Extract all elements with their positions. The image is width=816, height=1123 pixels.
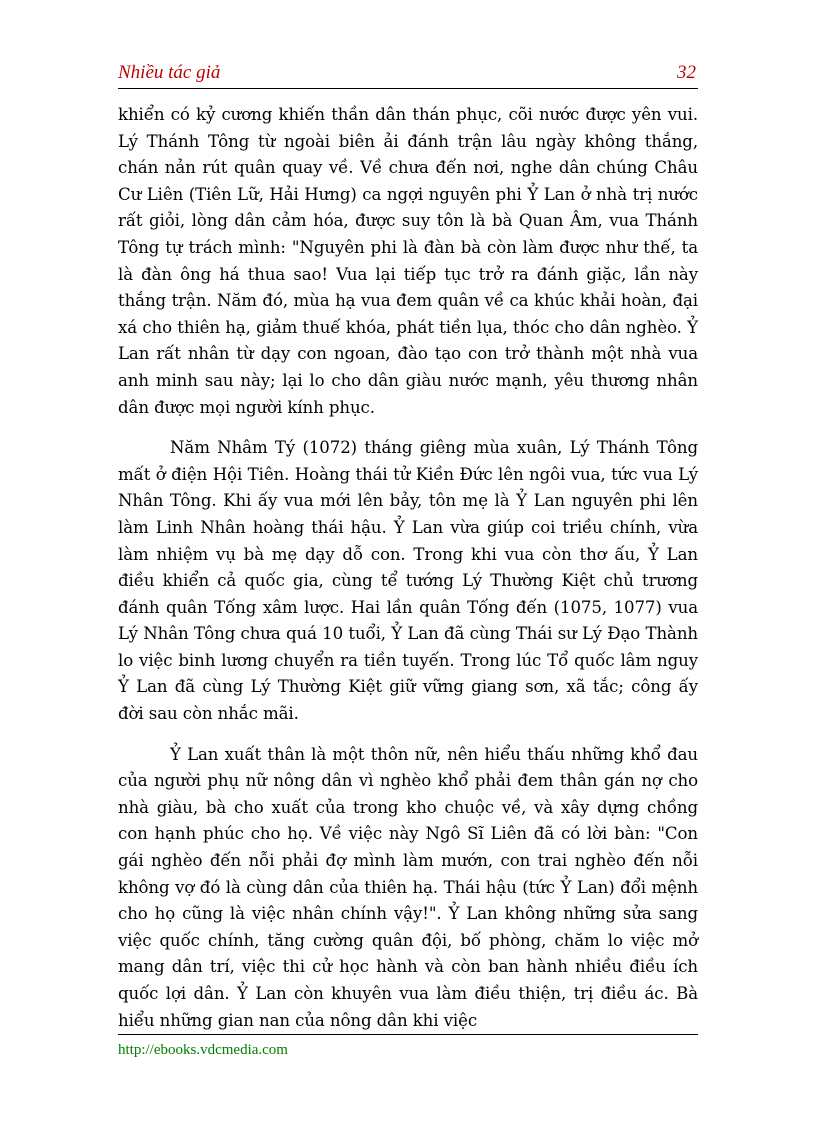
header-title: Nhiều tác giả	[118, 62, 221, 83]
page-number: 32	[677, 62, 696, 83]
body-text	[118, 102, 698, 1048]
paragraph-2: Năm Nhâm Tý (1072) tháng giêng mùa xuân, Lý Thánh Tông mất ở điện Hội Tiên. Hoàng thái tử Kiền Đức lên ngôi vua, tức vua Lý Nhân Tông. Khi ấy vua mới lên bảy, tôn mẹ là Ỷ Lan nguyên phi lên làm Linh Nhân hoàng thái hậu. Ỷ Lan vừa giúp coi triều chính, vừa làm nhiệm vụ bà mẹ dạy dỗ con. Trong khi vua còn thơ ấu, Ỷ Lan điều khiển cả quốc gia, cùng tể tướng Lý Thường Kiệt chủ trương đánh quân Tống xâm lược. Hai lần quân Tống đến (1075, 1077) vua Lý Nhân Tông chưa quá 10 tuổi, Ỷ Lan đã cùng Thái sư Lý Đạo Thành lo việc binh lương chuyển ra tiền tuyến. Trong lúc Tổ quốc lâm nguy Ỷ Lan đã cùng Lý Thường Kiệt giữ vững giang sơn, xã tắc; công ấy đời sau còn nhắc mãi.	[118, 438, 698, 724]
paragraph-1: khiển có kỷ cương khiến thần dân thán phục, cõi nước được yên vui. Lý Thánh Tông từ ngoài biên ải đánh trận lâu ngày không thắng, chán nản rút quân quay về. Về chưa đến nơi, nghe dân chúng Châu Cư Liên (Tiên Lữ, Hải Hưng) ca ngợi nguyên phi Ỷ Lan ở nhà trị nước rất giỏi, lòng dân cảm hóa, được suy tôn là bà Quan Âm, vua Thánh Tông tự trách mình: "Nguyên phi là đàn bà còn làm được như thế, ta là đàn ông há thua sao! Vua lại tiếp tục trở ra đánh giặc, lần này thắng trận. Năm đó, mùa hạ vua đem quân về ca khúc khải hoàn, đại xá cho thiên hạ, giảm thuế khóa, phát tiền lụa, thóc cho dân nghèo. Ỷ Lan rất nhân từ dạy con ngoan, đào tạo con trở thành một nhà vua anh minh sau này; lại lo cho dân giàu nước mạnh, yêu thương nhân dân được mọi người kính phục.	[118, 105, 698, 417]
footer-divider	[118, 1034, 698, 1035]
footer-url: http://ebooks.vdcmedia.com	[118, 1042, 288, 1058]
header-divider	[118, 88, 698, 89]
page-header	[118, 60, 698, 90]
paragraph-3: Ỷ Lan xuất thân là một thôn nữ, nên hiểu thấu những khổ đau của người phụ nữ nông dân vì nghèo khổ phải đem thân gán nợ cho nhà giàu, bà cho xuất của trong kho chuộc về, và xây dựng chồng con hạnh phúc cho họ. Về việc này Ngô Sĩ Liên đã có lời bàn: "Con gái nghèo đến nỗi phải đợ mình làm mướn, con trai nghèo đến nỗi không vợ đó là cùng dân của thiên hạ. Thái hậu (tức Ỷ Lan) đổi mệnh cho họ cũng là việc nhân chính vậy!". Ỷ Lan không những sửa sang việc quốc chính, tăng cường quân đội, bố phòng, chăm lo việc mở mang dân trí, việc thi cử học hành và còn ban hành nhiều điều ích quốc lợi dân. Ỷ Lan còn khuyên vua làm điều thiện, trị điều ác. Bà hiểu những gian nan của nông dân khi việc	[118, 744, 698, 1030]
